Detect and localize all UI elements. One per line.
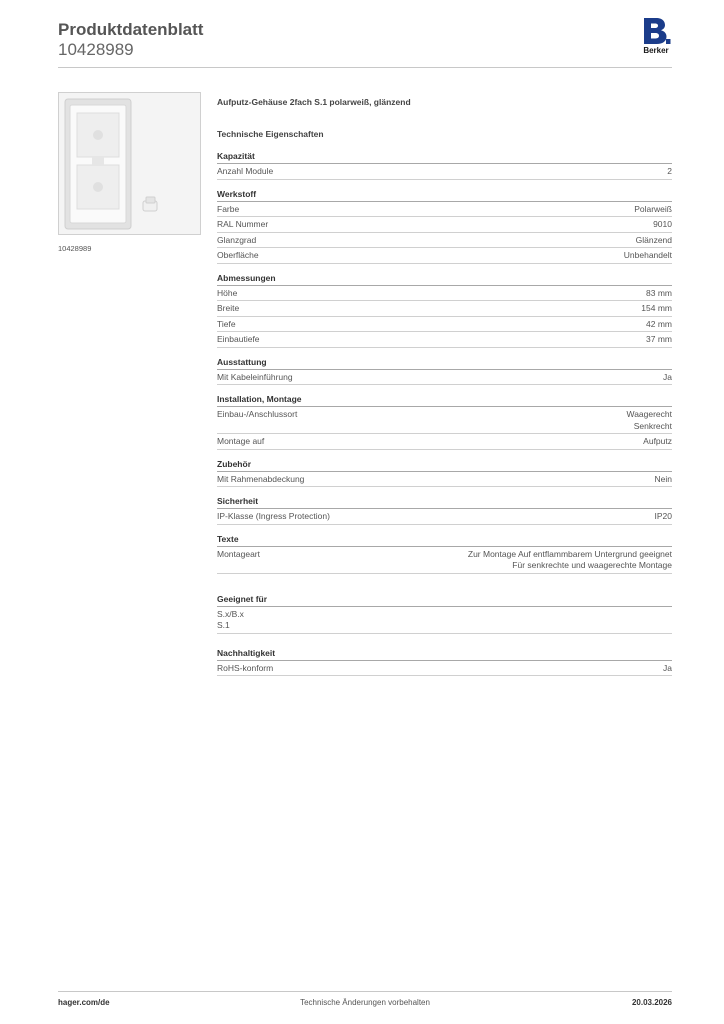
section-sustainability — [217, 648, 672, 677]
property-label: RAL Nummer — [217, 219, 269, 229]
suitable-for-item: S.1 — [217, 620, 230, 630]
property-row — [217, 509, 672, 525]
property-label: IP-Klasse (Ingress Protection) — [217, 511, 330, 521]
footer-divider — [58, 991, 672, 992]
property-value — [636, 235, 672, 247]
property-value-line: Polarweiß — [634, 203, 672, 214]
header-divider — [58, 67, 672, 68]
section-title: Zubehör — [217, 459, 672, 472]
product-photo — [58, 92, 201, 235]
property-value-line: 83 mm — [646, 287, 672, 298]
property-row — [217, 434, 672, 450]
property-value — [655, 474, 672, 486]
image-caption: 10428989 — [58, 244, 92, 253]
property-value — [646, 334, 672, 346]
property-value-line: Nein — [654, 473, 672, 484]
document-number: 10428989 — [58, 40, 134, 59]
property-row — [217, 301, 672, 317]
property-row — [217, 217, 672, 233]
logo-text: Berker — [643, 46, 669, 55]
property-value — [667, 166, 672, 178]
property-section — [217, 189, 672, 264]
property-value — [655, 511, 673, 523]
property-label: Farbe — [217, 203, 240, 214]
property-row — [217, 164, 672, 180]
property-row — [217, 286, 672, 302]
property-section — [217, 459, 672, 488]
properties-heading: Technische Eigenschaften — [217, 129, 324, 139]
property-row — [217, 407, 672, 434]
property-label: Mit Rahmenabdeckung — [217, 473, 305, 484]
property-row — [217, 317, 672, 333]
property-value-line: Ja — [663, 662, 672, 673]
property-section — [217, 496, 672, 525]
property-row — [217, 370, 672, 386]
property-value-line: 2 — [667, 166, 672, 176]
property-value — [624, 250, 672, 262]
section-title: Nachhaltigkeit — [217, 648, 672, 661]
property-value-line: Aufputz — [643, 436, 672, 446]
property-value-line: 42 mm — [646, 318, 672, 329]
property-value — [646, 288, 672, 300]
property-value — [646, 319, 672, 331]
section-title: Abmessungen — [217, 273, 672, 286]
berker-b-icon — [641, 16, 671, 46]
property-value-line: 9010 — [653, 219, 672, 229]
property-value — [663, 663, 672, 675]
property-label: Mit Kabeleinführung — [217, 371, 293, 382]
property-value — [653, 219, 672, 231]
property-value-line: Waagerecht — [626, 409, 672, 419]
property-label: Anzahl Module — [217, 166, 274, 176]
suitable-for-list — [217, 607, 672, 634]
property-value-line: 37 mm — [646, 334, 672, 344]
property-label: Einbautiefe — [217, 334, 260, 344]
property-value-line: IP20 — [654, 511, 672, 521]
property-row — [217, 332, 672, 348]
property-label: Glanzgrad — [217, 234, 257, 245]
property-value-line: Glänzend — [635, 234, 672, 245]
product-name: Aufputz-Gehäuse 2fach S.1 polarweiß, glänzend — [217, 97, 411, 107]
property-label: RoHS-konform — [217, 662, 274, 673]
property-section — [217, 273, 672, 348]
document-header — [58, 20, 203, 60]
property-value-line: Für senkrechte und waagerechte Montage — [512, 560, 672, 570]
section-suitable-for — [217, 594, 672, 634]
property-row — [217, 472, 672, 488]
property-value — [468, 549, 672, 572]
property-value — [626, 409, 672, 432]
property-label: Höhe — [217, 287, 238, 298]
section-title: Installation, Montage — [217, 394, 672, 407]
property-row — [217, 547, 672, 574]
product-data-sheet — [217, 97, 672, 685]
property-value — [643, 436, 672, 448]
suitable-for-item: S.x/B.x — [217, 608, 244, 619]
footer-notice: Technische Änderungen vorbehalten — [300, 998, 430, 1007]
property-label: Einbau-/Anschlussort — [217, 409, 298, 419]
property-section — [217, 394, 672, 450]
footer-website: hager.com/de — [58, 998, 110, 1007]
section-title: Sicherheit — [217, 496, 672, 509]
section-title: Werkstoff — [217, 189, 672, 202]
property-value-line: Zur Montage Auf entflammbarem Untergrund geeignet — [467, 548, 672, 559]
property-row — [217, 248, 672, 264]
property-label: Tiefe — [217, 318, 236, 329]
property-value-line: Unbehandelt — [623, 250, 672, 260]
section-title: Ausstattung — [217, 357, 672, 370]
property-label: Montage auf — [217, 436, 265, 446]
section-title: Kapazität — [217, 151, 672, 164]
property-row — [217, 661, 672, 677]
property-section — [217, 357, 672, 386]
berker-logo — [640, 16, 672, 56]
property-value-line: Ja — [663, 371, 672, 382]
section-title: Geeignet für — [217, 594, 672, 607]
section-title: Texte — [217, 534, 672, 547]
property-label: Breite — [217, 303, 240, 313]
property-value — [641, 303, 672, 315]
property-value — [663, 372, 672, 384]
property-row — [217, 233, 672, 249]
property-section — [217, 151, 672, 180]
property-section — [217, 534, 672, 574]
property-row — [217, 202, 672, 218]
property-label: Montageart — [217, 548, 260, 559]
property-label: Oberfläche — [217, 250, 259, 260]
footer-date: 20.03.2026 — [631, 998, 672, 1007]
property-value-line: Senkrecht — [633, 420, 672, 431]
document-title: Produktdatenblatt — [58, 20, 204, 39]
property-value-line: 154 mm — [641, 303, 672, 313]
property-value — [634, 204, 672, 216]
